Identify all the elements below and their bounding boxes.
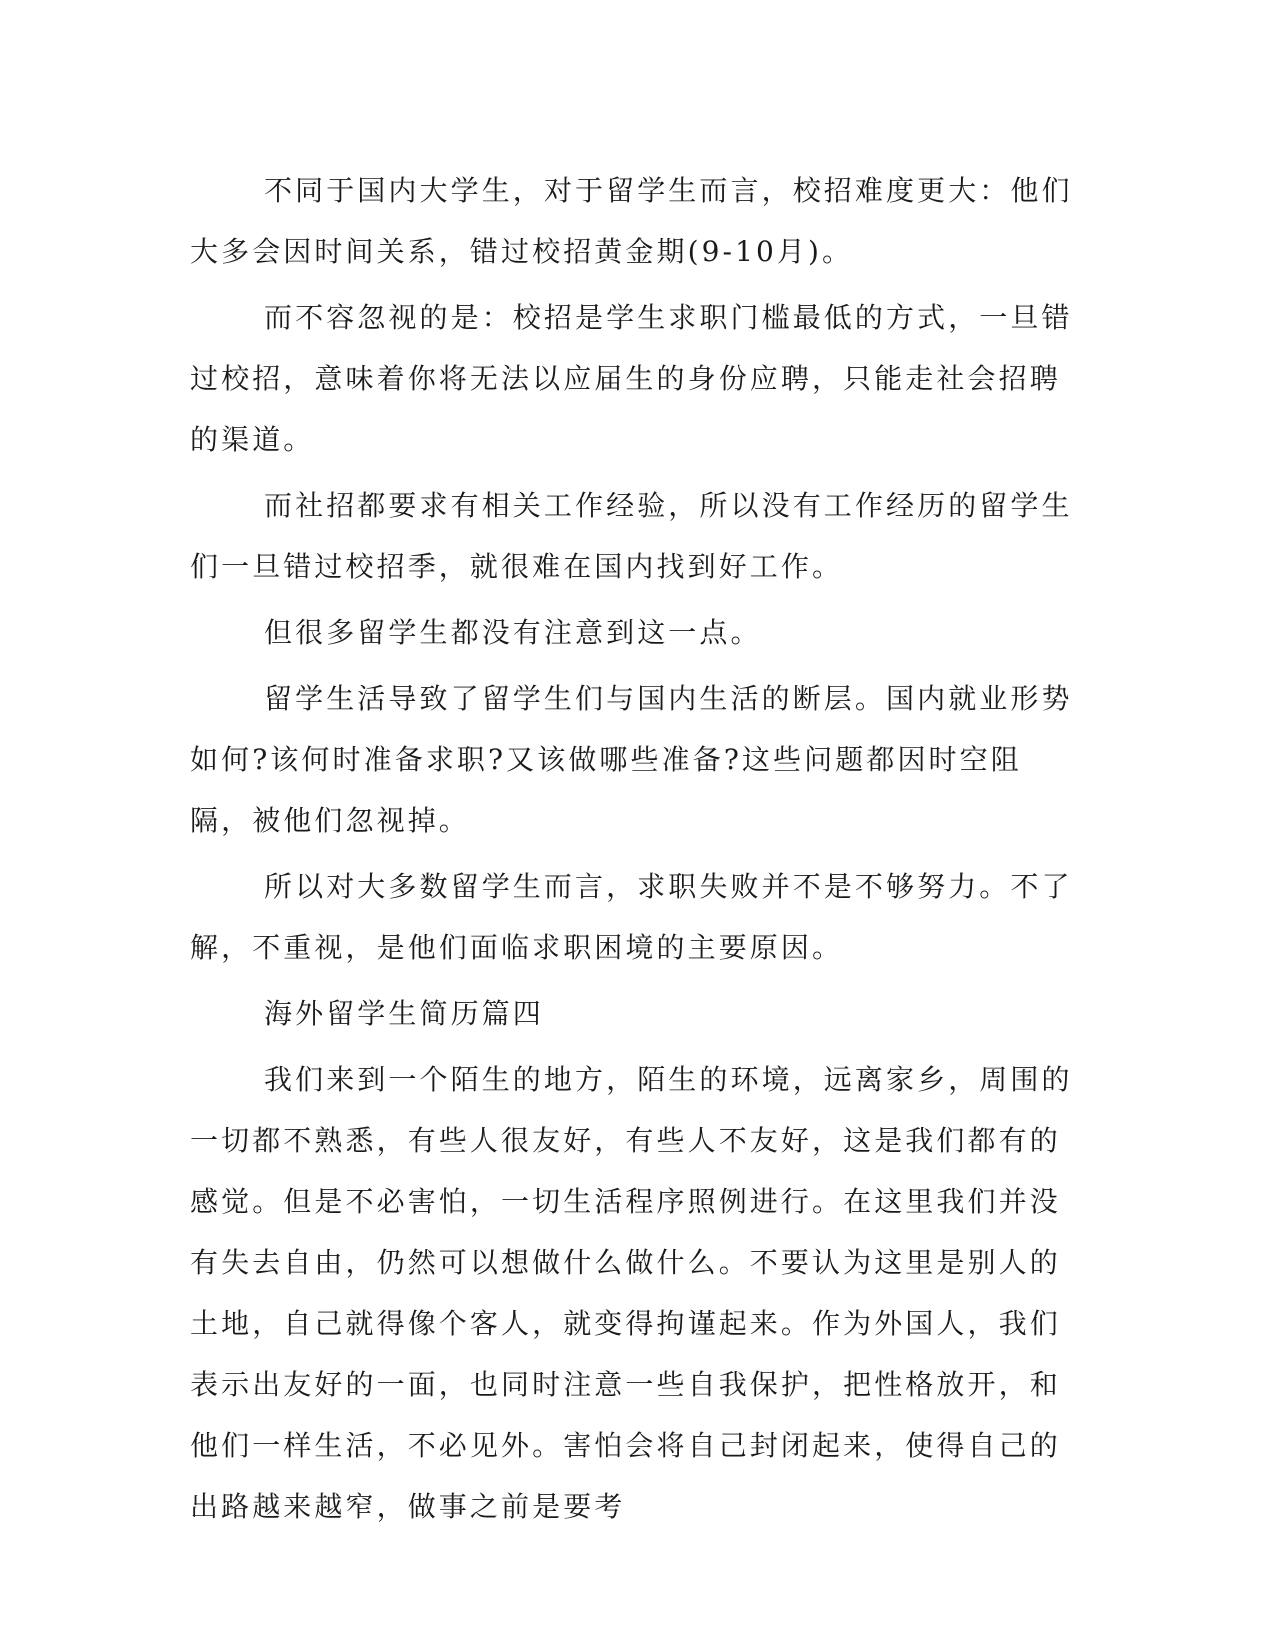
paragraph-campus-recruitment-threshold: 而不容忽视的是：校招是学生求职门槛最低的方式，一旦错过校招，意味着你将无法以应届生的身份应聘，只能走社会招聘的渠道。: [190, 301, 1073, 456]
paragraph-social-recruitment-experience: 而社招都要求有相关工作经验，所以没有工作经历的留学生们一旦错过校招季，就很难在国内找到好工作。: [190, 489, 1073, 583]
section-heading: 海外留学生简历篇四: [264, 997, 544, 1030]
paragraph-failure-reasons: 所以对大多数留学生而言，求职失败并不是不够努力。不了解，不重视，是他们面临求职困境的主要原因。: [190, 870, 1073, 964]
document-body: [190, 160, 1080, 1542]
paragraph-living-abroad: 我们来到一个陌生的地方，陌生的环境，远离家乡，周围的一切都不熟悉，有些人很友好，有些人不友好，这是我们都有的感觉。但是不必害怕，一切生活程序照例进行。在这里我们并没有失去自由，仍然可以想做什么做什么。不要认为这里是别人的土地，自己就得像个客人，就变得拘谨起来。作为外国人，我们表示出友好的一面，也同时注意一些自我保护，把性格放开，和他们一样生活，不必见外。害怕会将自己封闭起来，使得自己的出路越来越窄，做事之前是要考: [190, 1063, 1073, 1523]
paragraph-disconnect: 留学生活导致了留学生们与国内生活的断层。国内就业形势如何?该何时准备求职?又该做哪些准备?这些问题都因时空阻隔，被他们忽视掉。: [190, 682, 1073, 837]
paragraph-campus-recruitment-difficulty: 不同于国内大学生，对于留学生而言，校招难度更大：他们大多会因时间关系，错过校招黄金期(9-10月)。: [190, 174, 1073, 268]
paragraph-students-unaware: 但很多留学生都没有注意到这一点。: [264, 616, 762, 649]
